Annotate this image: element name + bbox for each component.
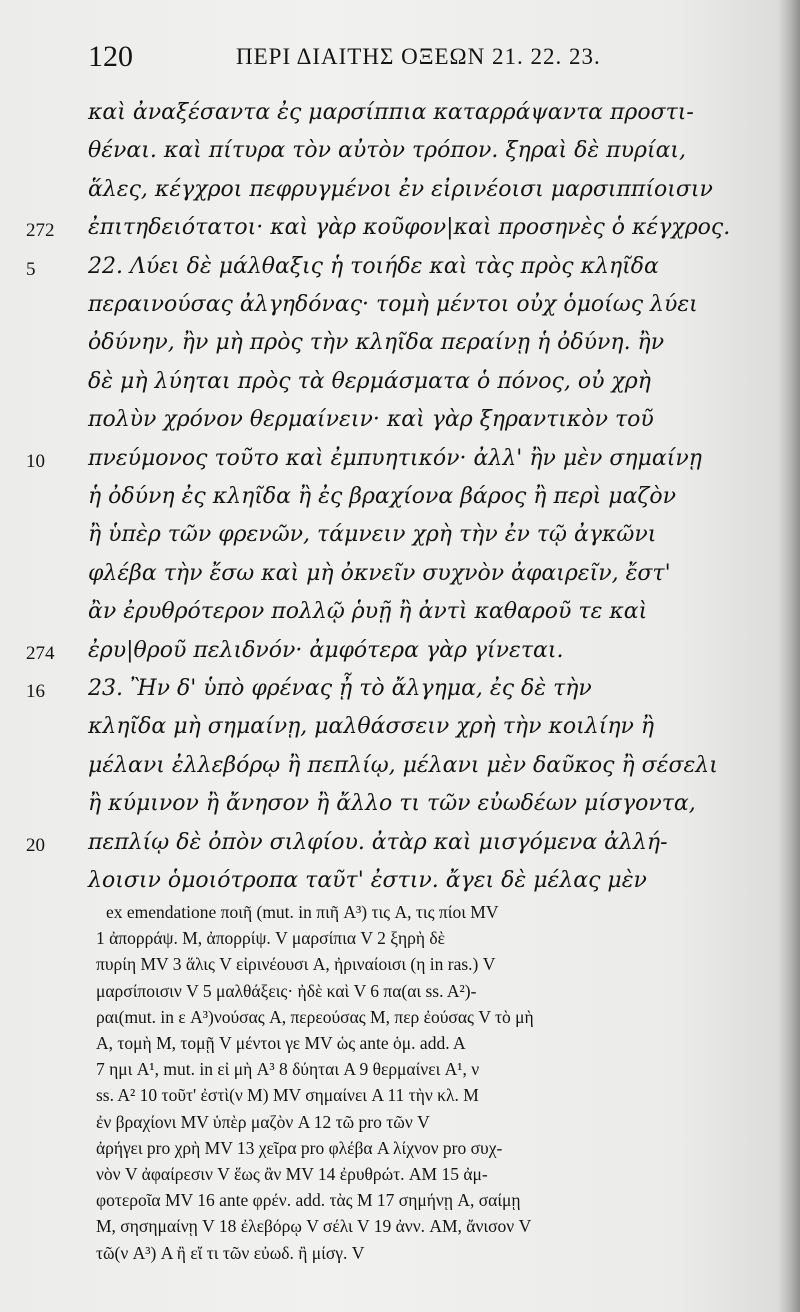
apparatus-line: 7 ημι A¹, mut. in εἰ μὴ A³ 8 δύηται A 9 θερμαίνει A¹, ν [96, 1059, 480, 1080]
apparatus-line: ἐν βραχίονι MV ὑπὲρ μαζὸν A 12 τῶ pro τῶν V [96, 1111, 430, 1132]
apparatus-line: M, σησημαίνῃ V 18 ἐλεβόρῳ V σέλι V 19 ἀνν. AM, ἄνισον V [96, 1216, 532, 1237]
text-line: ἂν ἐρυθρότερον πολλῷ ῥυῇ ἢ ἀντὶ καθαροῦ τε καὶ [88, 599, 648, 625]
line-number: 20 [26, 834, 45, 856]
text-line: πολὺν χρόνον θερμαίνειν· καὶ γὰρ ξηραντικὸν τοῦ [88, 407, 654, 433]
text-line: ἐπιτηδειότατοι· καὶ γὰρ κοῦφον|καὶ προσηνὲς ὁ κέγχρος. [88, 215, 731, 241]
apparatus-line: νὸν V ἀφαίρεσιν V ἕως ἂν MV 14 ἐρυθρώτ. AM 15 ἀμ- [96, 1164, 488, 1184]
apparatus-line: ἀρήγει pro χρὴ MV 13 χεῖρα pro φλέβα A λίχνον pro συχ- [96, 1137, 503, 1158]
text-line: 23. Ἢν δ' ὑπὸ φρένας ᾖ τὸ ἄλγημα, ἐς δὲ τὴν [88, 676, 592, 701]
apparatus-line: ex emendatione ποιῆ (mut. in πιῆ A³) τις A, τις πίοι MV [106, 902, 499, 922]
text-line: θέναι. καὶ πίτυρα τὸν αὐτὸν τρόπον. ξηραὶ δὲ πυρίαι, [88, 138, 687, 164]
line-number: 272 [26, 220, 55, 242]
text-line: περαινούσας ἀλγηδόνας· τομὴ μέντοι οὐχ ὁμοίως λύει [88, 292, 698, 317]
text-line: καὶ ἀναξέσαντα ἐς μαρσίππια καταρράψαντα προστι- [88, 100, 694, 125]
text-line: μέλανι ἐλλεβόρῳ ἢ πεπλίῳ, μέλανι μὲν δαῦκος ἢ σέσελι [88, 752, 718, 778]
text-line: ἡ ὀδύνη ἐς κληῖδα ἢ ἐς βραχίονα βάρος ἢ περὶ μαζὸν [88, 484, 676, 509]
page-header [88, 40, 778, 84]
line-number: 5 [26, 258, 36, 280]
apparatus-line: τῶ(ν A³) A ἢ εἴ τι τῶν εὐωδ. ἢ μίσγ. V [96, 1242, 365, 1263]
text-line: πνεύμονος τοῦτο καὶ ἐμπυητικόν· ἀλλ' ἢν μὲν σημαίνῃ [88, 445, 702, 471]
apparatus-line: φοτεροῖα MV 16 ante φρέν. add. τὰς M 17 σημήνῃ A, σαίμῃ [96, 1190, 521, 1211]
text-line: ἐρυ|θροῦ πελιδνόν· ἀμφότερα γὰρ γίνεται. [88, 637, 564, 663]
apparatus-line: πυρίη MV 3 ἅλις V εἰρινέουσι A, ἠριναίοισι (η in ras.) V [96, 954, 496, 975]
line-number: 10 [26, 450, 45, 472]
apparatus-line: 1 ἀπορράψ. M, ἀπορρίψ. V μαρσίπια V 2 ξηρὴ δὲ [96, 928, 446, 949]
text-line: δὲ μὴ λύηται πρὸς τὰ θερμάσματα ὁ πόνος, οὐ χρὴ [88, 368, 651, 394]
text-line: φλέβα τὴν ἔσω καὶ μὴ ὀκνεῖν συχνὸν ἀφαιρεῖν, ἔστ' [88, 560, 671, 586]
apparatus-line: ss. A² 10 τοῦτ' ἐστὶ(ν M) MV σημαίνει A 11 τὴν κλ. M [96, 1085, 479, 1106]
apparatus-line: μαρσίποισιν V 5 μαλθάξεις· ἠδὲ καὶ V 6 πα(αι ss. A²)- [96, 980, 477, 1001]
apparatus-line: A, τομὴ M, τομῇ V μέντοι γε MV ὡς ante ὁμ. add. A [96, 1033, 466, 1053]
text-line: πεπλίῳ δὲ ὀπὸν σιλφίου. ἀτὰρ καὶ μισγόμενα ἀλλή- [88, 829, 668, 855]
text-line: ἢ ὑπὲρ τῶν φρενῶν, τάμνειν χρὴ τὴν ἐν τῷ ἀγκῶνι [88, 522, 657, 548]
line-number: 274 [26, 642, 55, 664]
binding-shadow [778, 0, 800, 1312]
text-line: ἢ κύμινον ἢ ἄνησον ἢ ἄλλο τι τῶν εὐωδέων μίσγοντα, [88, 791, 696, 817]
apparatus-line: ραι(mut. in ε A³)νούσας A, περεούσας M, περ ἐούσας V τὸ μὴ [96, 1006, 534, 1027]
text-line: 22. Λύει δὲ μάλθαξις ἡ τοιήδε καὶ τὰς πρὸς κληῖδα [88, 253, 659, 279]
text-line: λοισιν ὁμοιότροπα ταῦτ' ἐστιν. ἄγει δὲ μέλας μὲν [88, 868, 647, 893]
text-line: ἅλες, κέγχροι πεφρυγμένοι ἐν εἰρινέοισι μαρσιππίοισιν [88, 176, 713, 202]
running-title: ΠΕΡΙ ΔΙΑΙΤΗΣ ΟΞΕΩΝ 21. 22. 23. [236, 44, 601, 69]
text-line: κληῖδα μὴ σημαίνῃ, μαλθάσσειν χρὴ τὴν κοιλίην ἢ [88, 714, 655, 740]
line-number: 16 [26, 681, 45, 702]
page-number: 120 [88, 40, 133, 73]
text-line: ὀδύνην, ἢν μὴ πρὸς τὴν κληῖδα περαίνῃ ἡ ὀδύνη. ἢν [88, 330, 665, 356]
